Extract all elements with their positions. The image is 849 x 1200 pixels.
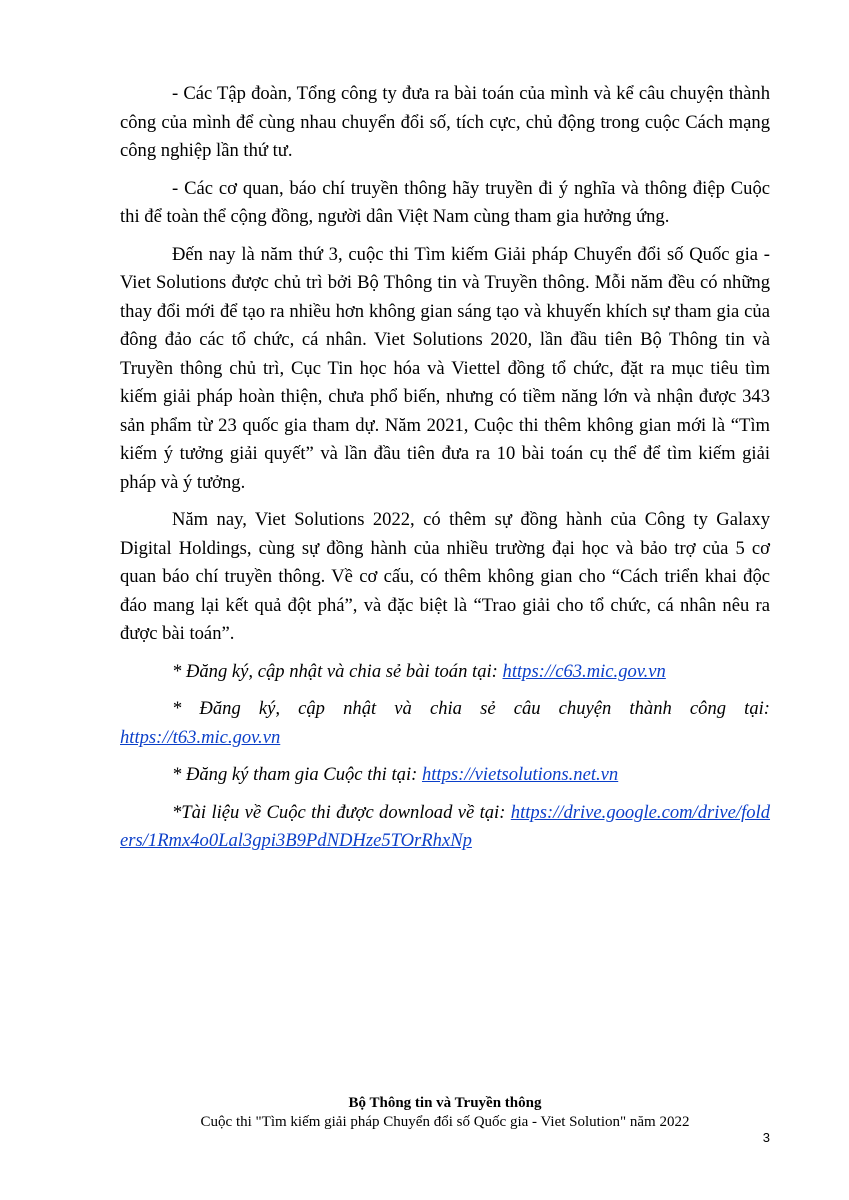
paragraph-media: - Các cơ quan, báo chí truyền thông hãy truyền đi ý nghĩa và thông điệp Cuộc thi để toàn thể cộng đồng, người dân Việt Nam cùng tham gia hưởng ứng. xyxy=(120,177,770,227)
link-line-stories xyxy=(120,695,770,752)
page-footer xyxy=(120,1094,770,1132)
page-number: 3 xyxy=(762,1130,770,1145)
link-label-stories: * Đăng ký, cập nhật và chia sẻ câu chuyện thành công tại: xyxy=(172,698,770,719)
problems-link[interactable]: https://c63.mic.gov.vn xyxy=(502,660,666,682)
link-label-documents: *Tài liệu về Cuộc thi được download về tại: xyxy=(172,801,506,823)
document-body xyxy=(120,80,770,865)
register-link[interactable]: https://vietsolutions.net.vn xyxy=(421,764,619,785)
paragraph-history: Đến nay là năm thứ 3, cuộc thi Tìm kiếm Giải pháp Chuyển đổi số Quốc gia - Viet Solutions được chủ trì bởi Bộ Thông tin và Truyền thông. Mỗi năm đều có những thay đổi mới để tạo ra nhiều hơn không gian sáng tạo và khuyến khích sự tham gia của đông đảo các tổ chức, cá nhân. Viet Solutions 2020, lần đầu tiên Bộ Thông tin và Truyền thông chủ trì, Cục Tin học hóa và Viettel đồng tổ chức, đặt ra mục tiêu tìm kiếm giải pháp hoàn thiện, chưa phổ biến, nhưng có tiềm năng lớn và nhận được 343 sản phẩm từ 23 quốc gia tham dự. Năm 2021, Cuộc thi thêm không gian mới là “Tìm kiếm ý tưởng giải quyết” và lần đầu tiên đưa ra 10 bài toán cụ thể để tìm kiếm giải pháp và ý tưởng. xyxy=(120,243,770,493)
link-label-register: * Đăng ký tham gia Cuộc thi tại: xyxy=(172,764,418,785)
paragraph-corporations: - Các Tập đoàn, Tổng công ty đưa ra bài toán của mình và kể câu chuyện thành công của mình để cùng nhau chuyển đổi số, tích cực, chủ động trong cuộc Cách mạng công nghiệp lần thứ tư. xyxy=(120,83,770,161)
link-line-register xyxy=(120,761,770,790)
documents-download-link[interactable]: https://drive.google.com/drive/folders/1Rmx4o0Lal3gpi3B9PdNDHze5TOrRhxNp xyxy=(120,801,771,851)
stories-link[interactable]: https://t63.mic.gov.vn xyxy=(120,726,281,748)
paragraph-this-year: Năm nay, Viet Solutions 2022, có thêm sự đồng hành của Công ty Galaxy Digital Holdings, cùng sự đồng hành của nhiều trường đại học và bảo trợ của 5 cơ quan báo chí truyền thông. Về cơ cấu, có thêm không gian cho “Cách triển khai độc đáo mang lại kết quả đột phá”, và đặc biệt là “Trao giải cho tổ chức, cá nhân nêu ra được bài toán”. xyxy=(120,509,770,644)
link-line-documents xyxy=(120,799,770,856)
link-label-problems: * Đăng ký, cập nhật và chia sẻ bài toán tại: xyxy=(172,660,498,682)
footer-organization: Bộ Thông tin và Truyền thông xyxy=(348,1095,542,1111)
link-line-problems xyxy=(120,658,770,687)
footer-contest-title: Cuộc thi "Tìm kiếm giải pháp Chuyển đổi số Quốc gia - Viet Solution" năm 2022 xyxy=(200,1114,690,1130)
